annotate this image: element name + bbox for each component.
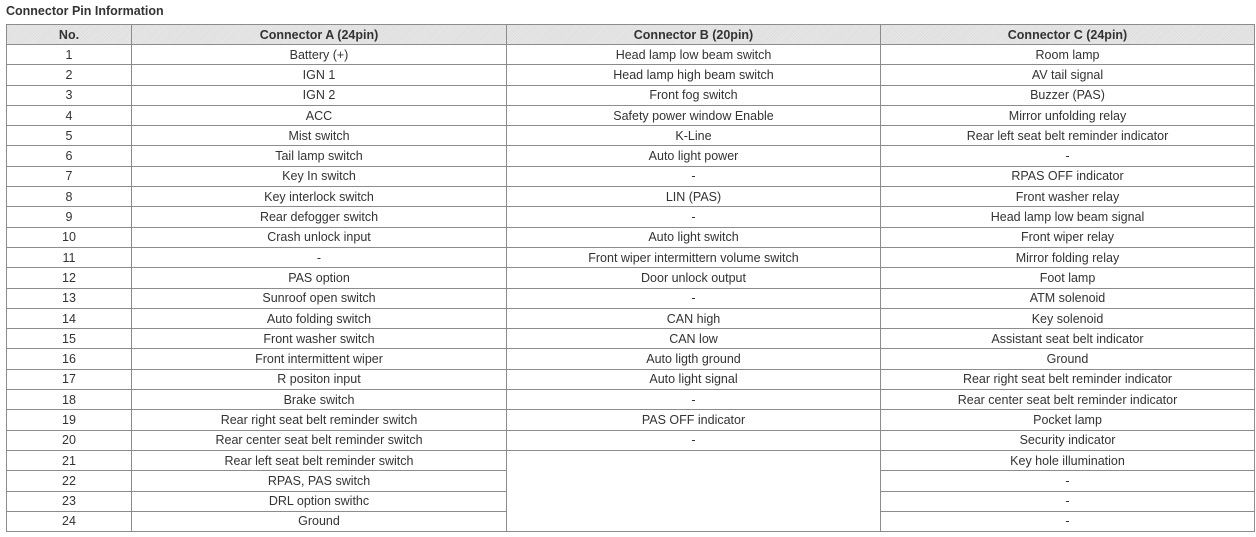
- connector-c-cell: Rear right seat belt reminder indicator: [881, 369, 1255, 389]
- connector-a-cell: Crash unlock input: [132, 227, 507, 247]
- connector-a-cell: IGN 1: [132, 65, 507, 85]
- connector-a-cell: RPAS, PAS switch: [132, 471, 507, 491]
- connector-b-cell: Auto light switch: [507, 227, 881, 247]
- table-row: [7, 227, 1255, 247]
- connector-c-cell: Buzzer (PAS): [881, 85, 1255, 105]
- connector-a-cell: Auto folding switch: [132, 308, 507, 328]
- table-row: [7, 105, 1255, 125]
- connector-c-cell: Key solenoid: [881, 308, 1255, 328]
- pin-number-cell: 1: [7, 45, 132, 65]
- connector-b-cell: -: [507, 166, 881, 186]
- connector-a-cell: Ground: [132, 511, 507, 531]
- table-row: [7, 410, 1255, 430]
- table-row: [7, 247, 1255, 267]
- pin-number-cell: 14: [7, 308, 132, 328]
- connector-pin-table: [6, 24, 1255, 532]
- connector-a-cell: Front intermittent wiper: [132, 349, 507, 369]
- connector-c-cell: Front washer relay: [881, 187, 1255, 207]
- connector-b-cell: K-Line: [507, 126, 881, 146]
- connector-b-cell: CAN high: [507, 308, 881, 328]
- connector-a-cell: DRL option swithc: [132, 491, 507, 511]
- connector-a-cell: Sunroof open switch: [132, 288, 507, 308]
- pin-number-cell: 16: [7, 349, 132, 369]
- table-row: [7, 390, 1255, 410]
- table-body: [7, 45, 1255, 532]
- connector-a-cell: Mist switch: [132, 126, 507, 146]
- connector-a-cell: Key interlock switch: [132, 187, 507, 207]
- connector-b-cell: PAS OFF indicator: [507, 410, 881, 430]
- connector-a-cell: R positon input: [132, 369, 507, 389]
- connector-b-cell: -: [507, 430, 881, 450]
- table-row: [7, 65, 1255, 85]
- connector-b-cell: Front wiper intermittern volume switch: [507, 247, 881, 267]
- pin-number-cell: 19: [7, 410, 132, 430]
- table-row: [7, 329, 1255, 349]
- connector-c-cell: RPAS OFF indicator: [881, 166, 1255, 186]
- pin-number-cell: 18: [7, 390, 132, 410]
- pin-number-cell: 7: [7, 166, 132, 186]
- connector-a-cell: Brake switch: [132, 390, 507, 410]
- column-header-connector-c: Connector C (24pin): [881, 25, 1255, 45]
- connector-c-cell: Key hole illumination: [881, 450, 1255, 470]
- pin-number-cell: 21: [7, 450, 132, 470]
- table-row: [7, 369, 1255, 389]
- connector-c-cell: Room lamp: [881, 45, 1255, 65]
- connector-c-cell: Pocket lamp: [881, 410, 1255, 430]
- connector-c-cell: Mirror unfolding relay: [881, 105, 1255, 125]
- connector-c-cell: Foot lamp: [881, 268, 1255, 288]
- connector-b-cell: LIN (PAS): [507, 187, 881, 207]
- pin-number-cell: 17: [7, 369, 132, 389]
- pin-number-cell: 23: [7, 491, 132, 511]
- connector-c-cell: Front wiper relay: [881, 227, 1255, 247]
- pin-number-cell: 4: [7, 105, 132, 125]
- pin-number-cell: 20: [7, 430, 132, 450]
- connector-b-cell: -: [507, 288, 881, 308]
- table-row: [7, 166, 1255, 186]
- pin-number-cell: 12: [7, 268, 132, 288]
- pin-number-cell: 22: [7, 471, 132, 491]
- pin-number-cell: 15: [7, 329, 132, 349]
- connector-c-cell: Assistant seat belt indicator: [881, 329, 1255, 349]
- connector-c-cell: -: [881, 511, 1255, 531]
- connector-b-cell: Auto light power: [507, 146, 881, 166]
- pin-number-cell: 24: [7, 511, 132, 531]
- column-header-connector-b: Connector B (20pin): [507, 25, 881, 45]
- connector-b-cell: -: [507, 390, 881, 410]
- connector-a-cell: PAS option: [132, 268, 507, 288]
- connector-c-cell: Mirror folding relay: [881, 247, 1255, 267]
- table-row: [7, 268, 1255, 288]
- connector-a-cell: Rear center seat belt reminder switch: [132, 430, 507, 450]
- connector-a-cell: Front washer switch: [132, 329, 507, 349]
- connector-b-cell: Safety power window Enable: [507, 105, 881, 125]
- column-header-connector-a: Connector A (24pin): [132, 25, 507, 45]
- connector-b-cell: Front fog switch: [507, 85, 881, 105]
- connector-c-cell: -: [881, 146, 1255, 166]
- table-row: [7, 450, 1255, 470]
- pin-number-cell: 5: [7, 126, 132, 146]
- pin-number-cell: 11: [7, 247, 132, 267]
- connector-b-cell: Door unlock output: [507, 268, 881, 288]
- table-row: [7, 430, 1255, 450]
- pin-number-cell: 8: [7, 187, 132, 207]
- connector-a-cell: Tail lamp switch: [132, 146, 507, 166]
- connector-a-cell: -: [132, 247, 507, 267]
- table-row: [7, 207, 1255, 227]
- connector-c-cell: AV tail signal: [881, 65, 1255, 85]
- connector-c-cell: Ground: [881, 349, 1255, 369]
- table-header-row: [7, 25, 1255, 45]
- connector-a-cell: ACC: [132, 105, 507, 125]
- connector-c-cell: Rear left seat belt reminder indicator: [881, 126, 1255, 146]
- table-row: [7, 146, 1255, 166]
- table-row: [7, 187, 1255, 207]
- connector-b-cell: CAN low: [507, 329, 881, 349]
- page-title: Connector Pin Information: [6, 4, 164, 18]
- pin-number-cell: 2: [7, 65, 132, 85]
- pin-number-cell: 3: [7, 85, 132, 105]
- connector-c-cell: -: [881, 471, 1255, 491]
- connector-c-cell: Head lamp low beam signal: [881, 207, 1255, 227]
- column-header-no: No.: [7, 25, 132, 45]
- connector-b-cell: Head lamp high beam switch: [507, 65, 881, 85]
- connector-b-cell: Head lamp low beam switch: [507, 45, 881, 65]
- connector-b-cell: -: [507, 207, 881, 227]
- table-row: [7, 308, 1255, 328]
- table-row: [7, 288, 1255, 308]
- table-row: [7, 85, 1255, 105]
- pin-number-cell: 13: [7, 288, 132, 308]
- pin-number-cell: 9: [7, 207, 132, 227]
- pin-number-cell: 6: [7, 146, 132, 166]
- table-row: [7, 349, 1255, 369]
- connector-c-cell: -: [881, 491, 1255, 511]
- connector-a-cell: Rear left seat belt reminder switch: [132, 450, 507, 470]
- connector-a-cell: Rear right seat belt reminder switch: [132, 410, 507, 430]
- connector-a-cell: IGN 2: [132, 85, 507, 105]
- connector-c-cell: Rear center seat belt reminder indicator: [881, 390, 1255, 410]
- connector-b-cell: Auto ligth ground: [507, 349, 881, 369]
- connector-c-cell: Security indicator: [881, 430, 1255, 450]
- table-row: [7, 45, 1255, 65]
- connector-c-cell: ATM solenoid: [881, 288, 1255, 308]
- pin-number-cell: 10: [7, 227, 132, 247]
- connector-a-cell: Battery (+): [132, 45, 507, 65]
- connector-b-empty-cell: [507, 450, 881, 531]
- connector-a-cell: Key In switch: [132, 166, 507, 186]
- connector-a-cell: Rear defogger switch: [132, 207, 507, 227]
- connector-b-cell: Auto light signal: [507, 369, 881, 389]
- table-row: [7, 126, 1255, 146]
